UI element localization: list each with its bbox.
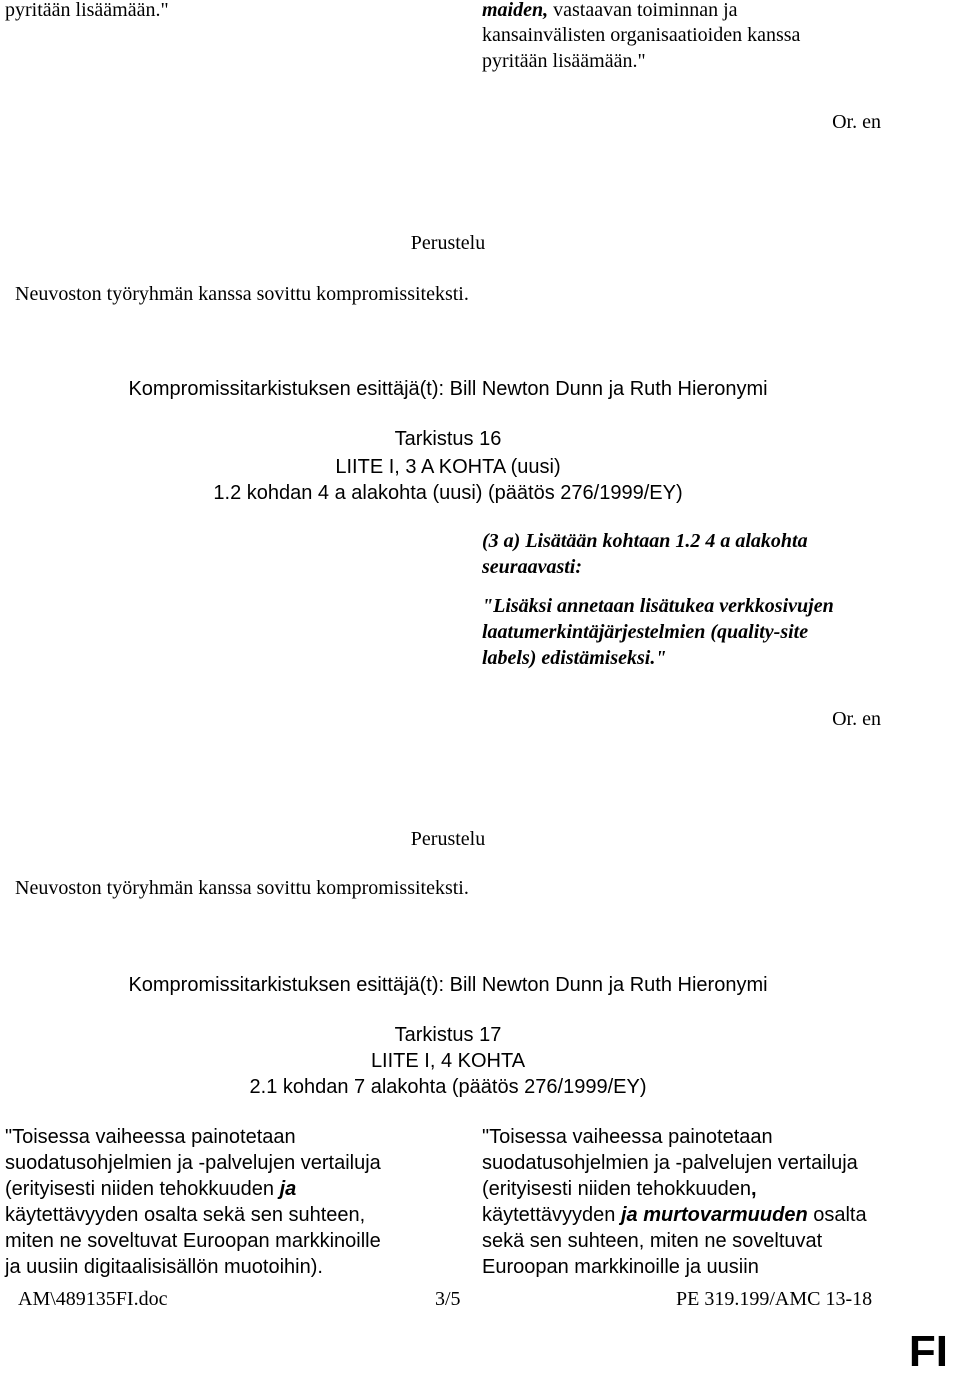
amendment-17-authors: Kompromissitarkistuksen esittäjä(t): Bill Newton Dunn ja Ruth Hieronymi (128, 974, 768, 996)
amendment-16-annex: LIITE I, 3 A KOHTA (uusi) (335, 456, 561, 478)
amendment-17-annex: LIITE I, 4 KOHTA (370, 1050, 526, 1072)
right-line-part: osalta (807, 1204, 867, 1226)
top-right-rest: vastaavan toiminnan ja (548, 0, 738, 21)
left-column-line: miten ne soveltuvat Euroopan markkinoille (5, 1230, 381, 1252)
footer-pe-number: PE 319.199/AMC 13-18 (676, 1288, 873, 1310)
left-column-line: suodatusohjelmien ja -palvelujen vertailuja (5, 1152, 381, 1174)
right-line-part: käytettävyyden (482, 1204, 621, 1226)
footer-doc-id: AM\489135FI.doc (18, 1288, 168, 1310)
right-column-line (482, 1176, 757, 1202)
origin-label-top: Or. en (832, 111, 881, 133)
left-column-line: ja uusiin digitaalisisällön muotoihin). (5, 1256, 323, 1278)
justification-text-1: Neuvoston työryhmän kanssa sovittu kompromissiteksti. (15, 283, 469, 305)
language-code: FI (908, 1327, 948, 1376)
top-left-line: pyritään lisäämään." (5, 0, 169, 21)
top-right-line-1 (482, 0, 738, 23)
right-column-line: Euroopan markkinoille ja uusiin (482, 1256, 759, 1278)
amendment-16-text-line: "Lisäksi annetaan lisätukea verkkosivujen (482, 595, 834, 617)
amendment-17-reference: 2.1 kohdan 7 alakohta (päätös 276/1999/EY) (249, 1076, 647, 1098)
right-line-emphasis: ja murtovarmuuden (620, 1204, 808, 1226)
right-column-line: suodatusohjelmien ja -palvelujen vertailuja (482, 1152, 858, 1174)
top-right-bold: maiden, (482, 0, 549, 21)
amendment-16-text-line: (3 a) Lisätään kohtaan 1.2 4 a alakohta (482, 530, 808, 552)
justification-text-2: Neuvoston työryhmän kanssa sovittu kompromissiteksti. (15, 877, 469, 899)
right-column-line: sekä sen suhteen, miten ne soveltuvat (482, 1230, 823, 1252)
justification-heading-2: Perustelu (410, 828, 486, 850)
right-line-emphasis: , (751, 1178, 757, 1200)
amendment-16-text-line: seuraavasti: (482, 556, 582, 578)
left-line-part: (erityisesti niiden tehokkuuden (5, 1178, 280, 1200)
right-column-line (482, 1202, 867, 1228)
justification-heading-1: Perustelu (410, 232, 486, 254)
amendment-16-text-line: laatumerkintäjärjestelmien (quality-site (482, 621, 809, 643)
right-line-part: (erityisesti niiden tehokkuuden (482, 1178, 752, 1200)
footer-page-number: 3/5 (435, 1288, 461, 1310)
amendment-17-title: Tarkistus 17 (394, 1024, 502, 1046)
amendment-16-authors: Kompromissitarkistuksen esittäjä(t): Bill Newton Dunn ja Ruth Hieronymi (128, 378, 768, 400)
left-column-line: "Toisessa vaiheessa painotetaan (5, 1126, 296, 1148)
right-column-line: "Toisessa vaiheessa painotetaan (482, 1126, 773, 1148)
top-right-line-2: kansainvälisten organisaatioiden kanssa (482, 24, 801, 46)
top-right-line-3: pyritään lisäämään." (482, 50, 646, 72)
amendment-16-reference: 1.2 kohdan 4 a alakohta (uusi) (päätös 276/1999/EY) (213, 482, 683, 504)
left-line-emphasis: ja (279, 1178, 297, 1200)
amendment-16-title: Tarkistus 16 (394, 428, 502, 450)
left-column-line: käytettävyyden osalta sekä sen suhteen, (5, 1204, 366, 1226)
origin-label-16: Or. en (832, 708, 881, 730)
left-column-line (5, 1176, 296, 1202)
amendment-16-text-line: labels) edistämiseksi." (482, 647, 667, 669)
